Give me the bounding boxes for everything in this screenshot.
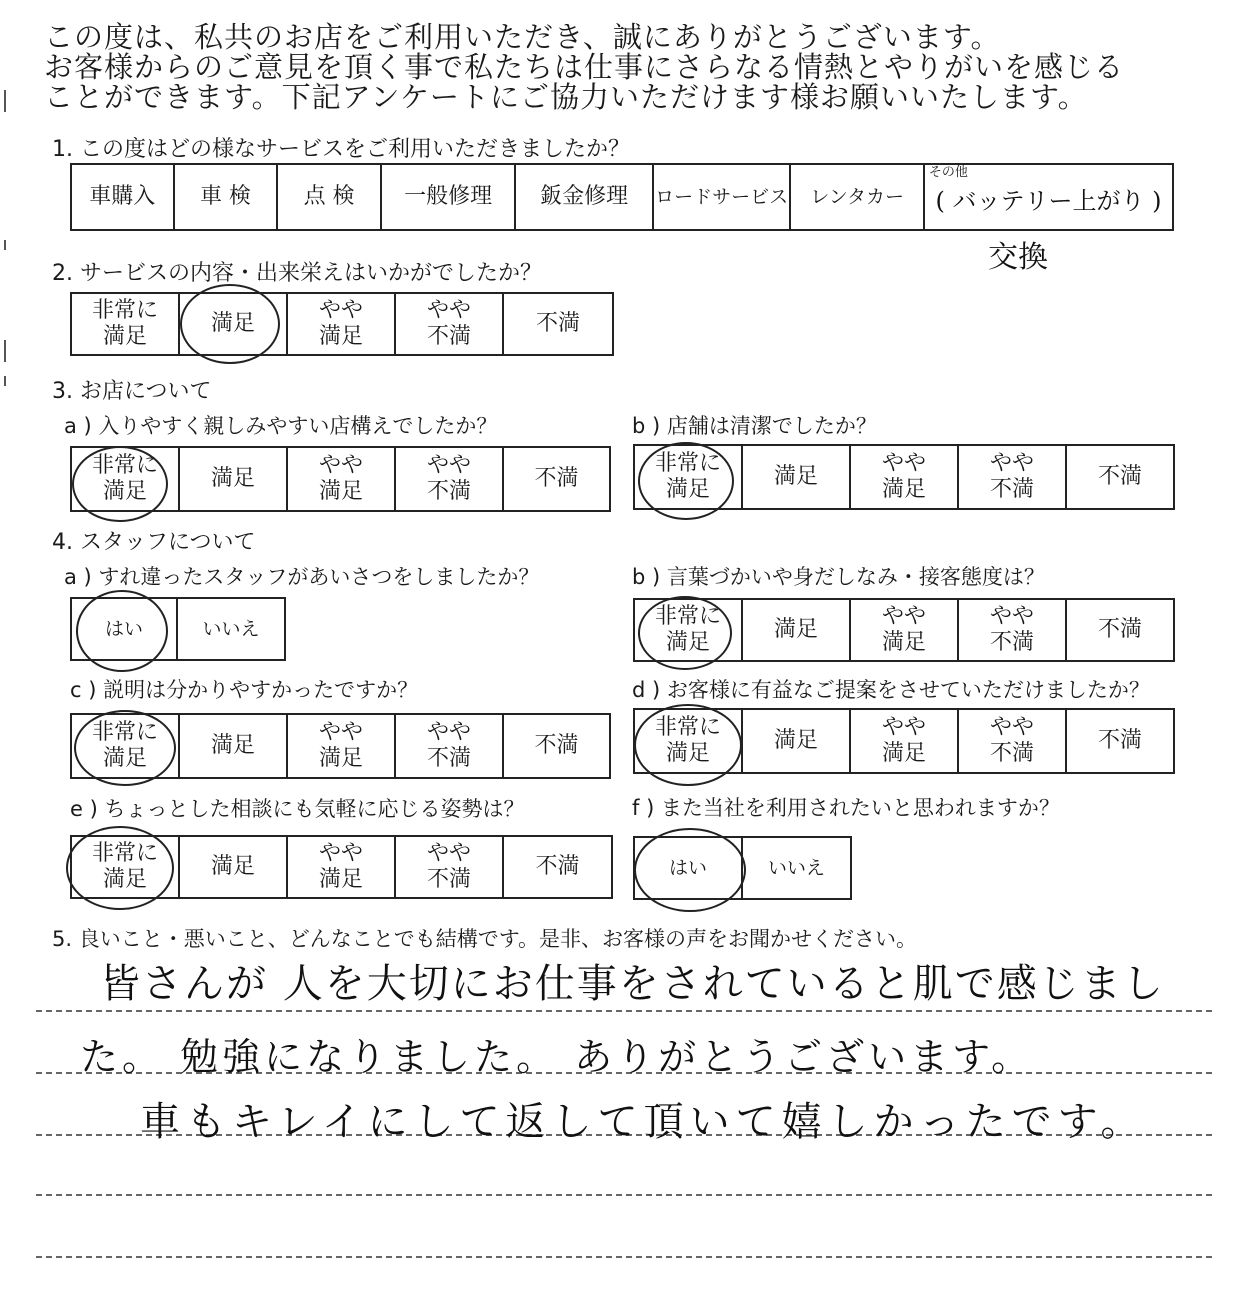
intro-line: この度は、私共のお店をご利用いただき、誠にありがとうございます。 [44, 20, 1001, 54]
q1-options [70, 163, 1174, 231]
q1-option-check[interactable]: 点 検 [278, 165, 382, 229]
q2-option-satisfied[interactable]: 満足 [180, 294, 288, 354]
q3a-option-somewhat-dissatisfied[interactable]: やや 不満 [396, 448, 504, 510]
q2-option-somewhat-dissatisfied[interactable]: やや 不満 [396, 294, 504, 354]
q4d-option-dissatisfied[interactable]: 不満 [1097, 728, 1142, 753]
q4b-option-very-satisfied[interactable]: 非常に 満足 [635, 600, 743, 660]
q4c-label: c ) 説明は分かりやすかったですか？ [70, 678, 419, 702]
q4f-label: f ) また当社を利用されたいと思われますか？ [632, 796, 1060, 820]
q3b-label: b ) 店舗は清潔でしたか？ [632, 414, 877, 438]
q4e-options [70, 835, 613, 899]
q3b-option-somewhat-dissatisfied[interactable]: やや 不満 [959, 446, 1067, 508]
q4a-option-yes[interactable]: はい [72, 599, 178, 659]
q3a-option-satisfied[interactable]: 満足 [180, 448, 288, 510]
q3b-option-very-satisfied[interactable]: 非常に 満足 [635, 446, 743, 508]
q4c-option-dissatisfied[interactable]: 不満 [534, 733, 579, 758]
q1-option-sheet-metal[interactable]: 鈑金修理 [516, 165, 654, 229]
q4f-options [633, 836, 852, 900]
q2-option-somewhat-satisfied[interactable]: やや 満足 [288, 294, 396, 354]
q4e-option-somewhat-dissatisfied[interactable]: やや 不満 [396, 837, 504, 897]
q4c-options [70, 713, 611, 779]
q2-option-dissatisfied[interactable]: 不満 [535, 311, 580, 336]
q4-label: 4. スタッフについて [52, 530, 256, 555]
q4e-option-very-satisfied[interactable]: 非常に 満足 [72, 837, 180, 897]
q4c-option-very-satisfied[interactable]: 非常に 満足 [72, 715, 180, 777]
margin-mark [4, 376, 6, 386]
q4b-label: b ) 言葉づかいや身だしなみ・接客態度は？ [632, 565, 1045, 589]
q4d-option-very-satisfied[interactable]: 非常に 満足 [635, 710, 743, 772]
q4c-option-somewhat-dissatisfied[interactable]: やや 不満 [396, 715, 504, 777]
q4e-option-somewhat-satisfied[interactable]: やや 満足 [288, 837, 396, 897]
q4e-option-satisfied[interactable]: 満足 [180, 837, 288, 897]
q5-answer-line-3: 車もキレイにして返して頂いて嬉しかったです。 [140, 1099, 1147, 1145]
q3b-option-somewhat-satisfied[interactable]: やや 満足 [851, 446, 959, 508]
q4a-label: a ) すれ違ったスタッフがあいさつをしましたか？ [64, 565, 540, 589]
q4b-option-satisfied[interactable]: 満足 [743, 600, 851, 660]
q1-other-tag: その他 [928, 165, 968, 180]
q1-other-answer-2: 交換 [988, 240, 1048, 275]
q1-option-road-service[interactable]: ロードサービス [654, 165, 792, 229]
q4f-option-no[interactable]: いいえ [767, 857, 825, 879]
q3a-option-very-satisfied[interactable]: 非常に 満足 [72, 448, 180, 510]
q2-options [70, 292, 614, 356]
intro-text [44, 22, 1124, 112]
q1-label: 1. この度はどの様なサービスをご利用いただきましたか？ [52, 137, 630, 162]
q4d-option-somewhat-satisfied[interactable]: やや 満足 [851, 710, 959, 772]
q4d-option-somewhat-dissatisfied[interactable]: やや 不満 [959, 710, 1067, 772]
margin-mark [4, 240, 6, 250]
q2-label: 2. サービスの内容・出来栄えはいかがでしたか？ [52, 261, 542, 286]
q4b-options [633, 598, 1175, 662]
q3a-option-dissatisfied[interactable]: 不満 [534, 466, 579, 491]
margin-mark [4, 90, 6, 112]
answer-line [36, 1256, 1212, 1258]
q4b-option-somewhat-satisfied[interactable]: やや 満足 [851, 600, 959, 660]
answer-line [36, 1010, 1212, 1012]
q5-answer-line-1: 皆さんが 人を大切にお仕事をされていると肌で感じまし [100, 961, 1165, 1007]
margin-mark [4, 340, 6, 362]
q4e-option-dissatisfied[interactable]: 不満 [535, 854, 580, 879]
q4d-options [633, 708, 1175, 774]
q2-option-very-satisfied[interactable]: 非常に 満足 [72, 294, 180, 354]
q3b-options [633, 444, 1175, 510]
q5-label: 5. 良いこと・悪いこと、どんなことでも結構です。是非、お客様の声をお聞かせください。 [52, 927, 918, 951]
q4a-option-no[interactable]: いいえ [202, 618, 260, 640]
q3b-option-satisfied[interactable]: 満足 [743, 446, 851, 508]
q4c-option-somewhat-satisfied[interactable]: やや 満足 [288, 715, 396, 777]
q1-option-general-repair[interactable]: 一般修理 [382, 165, 517, 229]
q4a-options [70, 597, 286, 661]
q1-option-car-purchase[interactable]: 車購入 [72, 165, 175, 229]
q5-answer-line-2: た。 勉強になりました。 ありがとうございます。 [80, 1035, 1034, 1079]
intro-line: お客様からのご意見を頂く事で私たちは仕事にさらなる情熱とやりがいを感じる [44, 50, 1125, 84]
q3-label: 3. お店について [52, 379, 212, 404]
answer-line [36, 1194, 1212, 1196]
q4d-option-satisfied[interactable]: 満足 [743, 710, 851, 772]
q4d-label: d ) お客様に有益なご提案をさせていただけましたか？ [632, 678, 1150, 702]
q1-other-answer: ( バッテリー上がり ) [935, 187, 1162, 215]
q4f-option-yes[interactable]: はい [635, 838, 743, 898]
q4c-option-satisfied[interactable]: 満足 [180, 715, 288, 777]
q3b-option-dissatisfied[interactable]: 不満 [1097, 464, 1142, 489]
q4b-option-dissatisfied[interactable]: 不満 [1097, 617, 1142, 642]
q1-option-other[interactable] [925, 165, 1172, 229]
q4b-option-somewhat-dissatisfied[interactable]: やや 不満 [959, 600, 1067, 660]
q3a-label: a ) 入りやすく親しみやすい店構えでしたか？ [64, 414, 498, 438]
intro-line: ことができます。下記アンケートにご協力いただけます様お願いいたします。 [44, 80, 1088, 114]
q4e-label: e ) ちょっとした相談にも気軽に応じる姿勢は？ [70, 797, 525, 821]
q3a-option-somewhat-satisfied[interactable]: やや 満足 [288, 448, 396, 510]
q1-option-inspection[interactable]: 車 検 [175, 165, 279, 229]
q3a-options [70, 446, 611, 512]
q1-option-rental-car[interactable]: レンタカー [791, 165, 925, 229]
